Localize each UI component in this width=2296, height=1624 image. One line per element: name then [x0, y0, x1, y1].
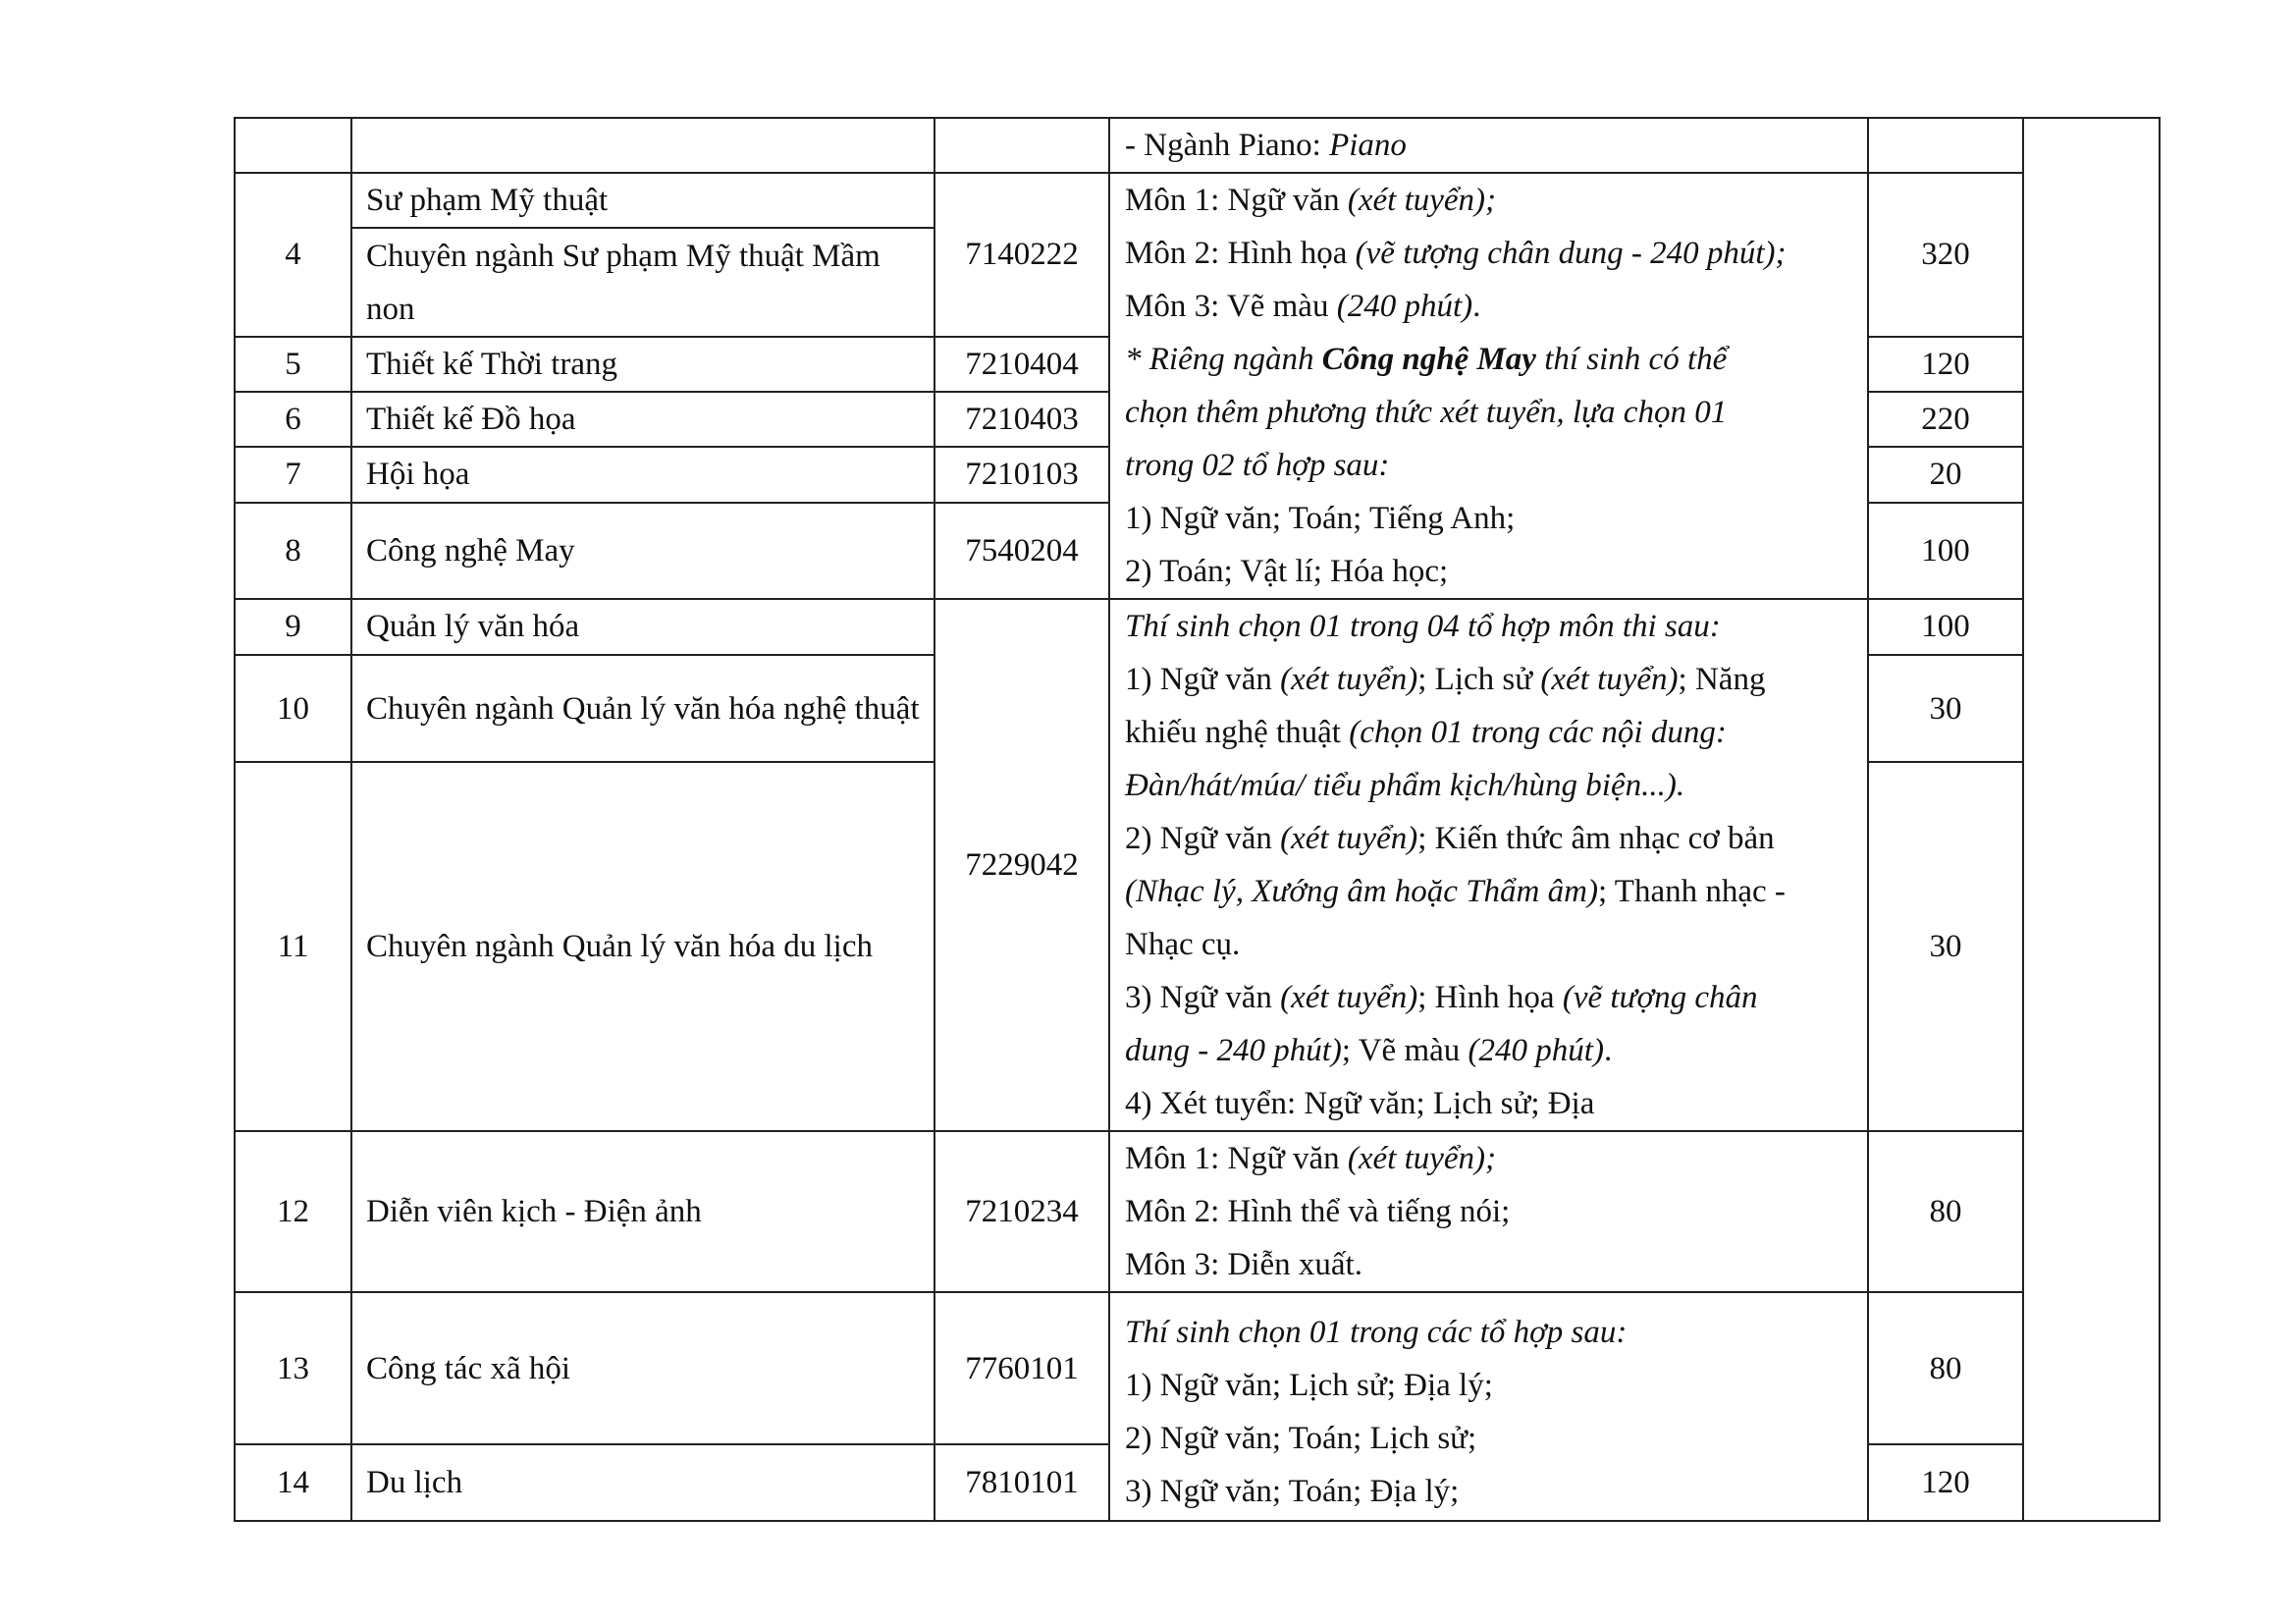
- subject-text: 1) Ngữ văn: [1125, 662, 1281, 697]
- subject-line: [1125, 174, 1859, 227]
- subject-text-italic: (vẽ tượng chân: [1562, 980, 1758, 1015]
- admission-table: [234, 117, 2161, 1522]
- subject-text: thí sinh có thể: [1535, 342, 1728, 377]
- subject-text: ; Kiến thức âm nhạc cơ bản: [1417, 821, 1775, 856]
- name-cell: Sư phạm Mỹ thuật: [351, 173, 934, 228]
- subject-line: [1125, 865, 1859, 918]
- subject-text: 3) Ngữ văn: [1125, 980, 1281, 1015]
- subject-line: [1125, 812, 1859, 865]
- code-cell: 7810101: [934, 1444, 1109, 1521]
- subject-line: Môn 2: Hình thể và tiếng nói;: [1125, 1194, 1511, 1229]
- quota-cell: 80: [1868, 1131, 2023, 1292]
- subject-text: khiếu nghệ thuật: [1125, 715, 1350, 750]
- subject-line: 1) Ngữ văn; Toán; Tiếng Anh;: [1125, 501, 1516, 536]
- subject-line: trong 02 tổ hợp sau:: [1125, 448, 1390, 483]
- quota-cell: 120: [1868, 1444, 2023, 1521]
- subject-line: 2) Ngữ văn; Toán; Lịch sử;: [1125, 1420, 1477, 1456]
- subject-text-italic: (xét tuyển): [1280, 821, 1418, 856]
- quota-cell: [1868, 118, 2023, 173]
- subject-text: ; Năng: [1678, 662, 1766, 697]
- no-cell: 4: [235, 173, 351, 337]
- table-row: [235, 173, 2160, 228]
- name-cell: Chuyên ngành Sư phạm Mỹ thuật Mầm non: [351, 228, 934, 337]
- subject-text: ; Thanh nhạc -: [1597, 874, 1786, 909]
- subject-text: ; Lịch sử: [1417, 662, 1541, 697]
- name-cell: Công tác xã hội: [351, 1292, 934, 1444]
- quota-cell: 20: [1868, 447, 2023, 502]
- quota-cell: 220: [1868, 392, 2023, 447]
- name-cell: Chuyên ngành Quản lý văn hóa nghệ thuật: [351, 655, 934, 763]
- subjects-cell: [1109, 118, 1868, 173]
- subject-line: [1125, 227, 1859, 280]
- subject-text: ; Hình họa: [1417, 980, 1563, 1015]
- subject-text-bold: Công nghệ May: [1321, 342, 1536, 377]
- subject-line: [1125, 971, 1859, 1024]
- subject-text-italic: (240 phút): [1336, 289, 1473, 324]
- subject-line: Đàn/hát/múa/ tiểu phẩm kịch/hùng biện...).: [1125, 768, 1685, 803]
- subjects-cell: [1109, 1292, 1868, 1521]
- code-cell: 7229042: [934, 599, 1109, 1131]
- no-cell: 7: [235, 447, 351, 502]
- name-cell: Diễn viên kịch - Điện ảnh: [351, 1131, 934, 1292]
- code-cell: 7140222: [934, 173, 1109, 337]
- subjects-cell: [1109, 173, 1868, 599]
- code-cell: [934, 118, 1109, 173]
- subjects-text: - Ngành Piano:: [1125, 128, 1330, 163]
- subjects-cell: [1109, 599, 1868, 1131]
- subject-text-italic: (vẽ tượng chân dung - 240 phút);: [1355, 236, 1787, 271]
- subject-line: 3) Ngữ văn; Toán; Địa lý;: [1125, 1473, 1460, 1509]
- no-cell: 6: [235, 392, 351, 447]
- subject-line: Nhạc cụ.: [1125, 927, 1241, 962]
- subject-text-italic: (xét tuyển);: [1347, 1141, 1497, 1176]
- subject-text-italic: (Nhạc lý, Xướng âm hoặc Thẩm âm): [1125, 874, 1598, 909]
- quota-cell: 100: [1868, 503, 2023, 600]
- code-cell: 7210404: [934, 337, 1109, 392]
- name-cell: Du lịch: [351, 1444, 934, 1521]
- name-cell: Hội họa: [351, 447, 934, 502]
- subject-text: Môn 3: Vẽ màu: [1125, 289, 1337, 324]
- subject-line: Thí sinh chọn 01 trong các tổ hợp sau:: [1125, 1314, 1628, 1350]
- name-cell: Thiết kế Đồ họa: [351, 392, 934, 447]
- no-cell: 12: [235, 1131, 351, 1292]
- subject-line: [1125, 1024, 1859, 1077]
- subject-line: 4) Xét tuyển: Ngữ văn; Lịch sử; Địa: [1125, 1086, 1595, 1121]
- quota-cell: 320: [1868, 173, 2023, 337]
- code-cell: 7210103: [934, 447, 1109, 502]
- subject-text-italic: (xét tuyển);: [1347, 183, 1497, 218]
- subjects-cell: [1109, 1131, 1868, 1292]
- subject-line: 2) Toán; Vật lí; Hóa học;: [1125, 554, 1449, 589]
- name-cell: Quản lý văn hóa: [351, 599, 934, 655]
- quota-cell: 120: [1868, 337, 2023, 392]
- subject-line: Môn 3: Diễn xuất.: [1125, 1247, 1362, 1282]
- subject-text-italic: (chọn 01 trong các nội dung:: [1349, 715, 1727, 750]
- table-row: [235, 1292, 2160, 1444]
- no-cell: 8: [235, 503, 351, 600]
- subject-text: .: [1472, 289, 1481, 324]
- no-cell: 11: [235, 762, 351, 1131]
- subject-text-italic: (xét tuyển): [1280, 980, 1418, 1015]
- subject-line: 1) Ngữ văn; Lịch sử; Địa lý;: [1125, 1367, 1493, 1403]
- name-cell: Chuyên ngành Quản lý văn hóa du lịch: [351, 762, 934, 1131]
- quota-cell: 80: [1868, 1292, 2023, 1444]
- subject-text: * Riêng ngành: [1125, 342, 1322, 377]
- subject-line: [1125, 280, 1859, 333]
- subject-text: Môn 2: Hình họa: [1125, 236, 1356, 271]
- subject-text: 2) Ngữ văn: [1125, 821, 1281, 856]
- code-cell: 7210234: [934, 1131, 1109, 1292]
- subject-text-italic: dung - 240 phút): [1125, 1033, 1342, 1068]
- subject-line: [1125, 706, 1859, 759]
- quota-cell: 30: [1868, 655, 2023, 763]
- no-cell: 9: [235, 599, 351, 655]
- code-cell: 7540204: [934, 503, 1109, 600]
- subject-line: Thí sinh chọn 01 trong 04 tổ hợp môn thi sau:: [1125, 609, 1721, 644]
- subject-line: [1125, 333, 1859, 386]
- subject-text: ; Vẽ màu: [1341, 1033, 1468, 1068]
- no-cell: 13: [235, 1292, 351, 1444]
- name-cell: Thiết kế Thời trang: [351, 337, 934, 392]
- subject-text: Môn 1: Ngữ văn: [1125, 1141, 1348, 1176]
- subject-text: .: [1603, 1033, 1613, 1068]
- code-cell: 7210403: [934, 392, 1109, 447]
- table-row: [235, 1131, 2160, 1292]
- quota-cell: 100: [1868, 599, 2023, 655]
- subject-line: [1125, 653, 1859, 706]
- subject-text-italic: (240 phút): [1468, 1033, 1604, 1068]
- subject-line: [1125, 1132, 1859, 1185]
- no-cell: [235, 118, 351, 173]
- no-cell: 14: [235, 1444, 351, 1521]
- name-cell: [351, 118, 934, 173]
- note-column: [2023, 118, 2160, 1521]
- no-cell: 10: [235, 655, 351, 763]
- subject-text-italic: (xét tuyển): [1540, 662, 1679, 697]
- subject-text-italic: (xét tuyển): [1280, 662, 1418, 697]
- table-row: [235, 599, 2160, 655]
- subjects-text-italic: Piano: [1329, 128, 1407, 163]
- quota-cell: 30: [1868, 762, 2023, 1131]
- code-cell: 7760101: [934, 1292, 1109, 1444]
- subject-line: chọn thêm phương thức xét tuyển, lựa chọn 01: [1125, 395, 1728, 430]
- name-cell: Công nghệ May: [351, 503, 934, 600]
- subject-text: Môn 1: Ngữ văn: [1125, 183, 1348, 218]
- table-row: [235, 118, 2160, 173]
- no-cell: 5: [235, 337, 351, 392]
